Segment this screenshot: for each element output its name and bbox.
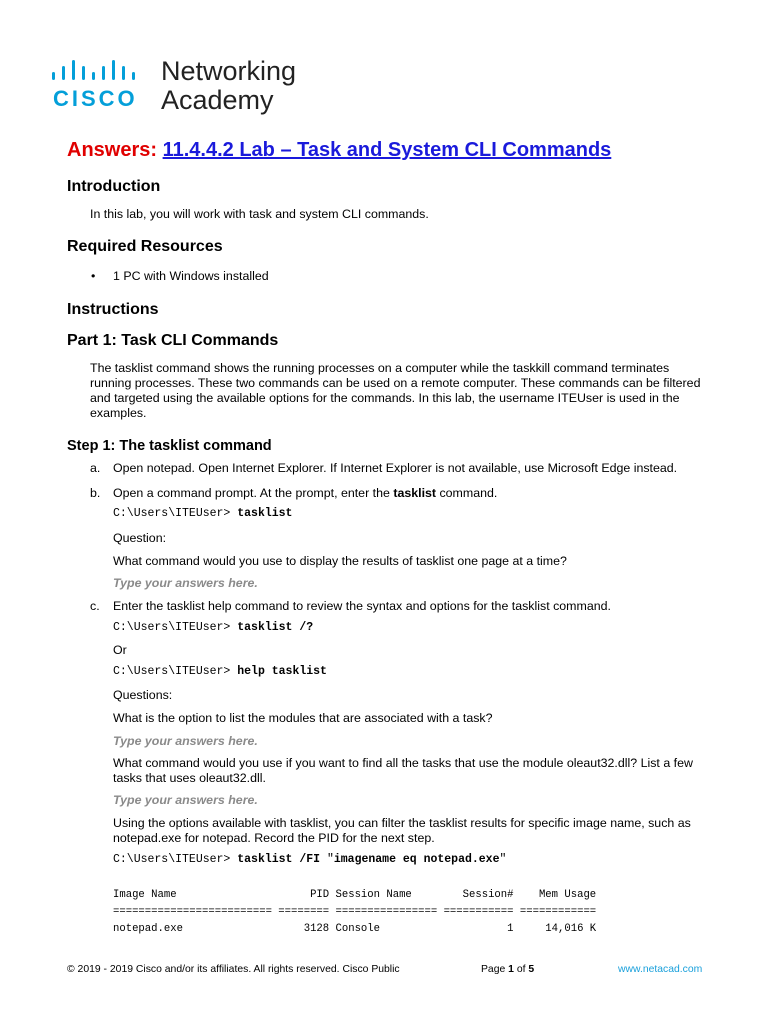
footer-page-of: of <box>513 964 529 975</box>
code-command: tasklist /? <box>237 621 314 634</box>
code-quote: " <box>499 853 507 866</box>
logo-academy: Academy <box>161 85 274 115</box>
item-b-text <box>113 486 705 501</box>
footer-copyright: © 2019 - 2019 Cisco and/or its affiliates. All rights reserved. Cisco Public <box>67 964 400 975</box>
footer-page-label: Page <box>481 964 509 975</box>
item-c-text: Enter the tasklist help command to review the syntax and options for the tasklist command. <box>113 599 611 613</box>
heading-instructions: Instructions <box>67 301 159 318</box>
footer-site-link[interactable]: www.netacad.com <box>618 964 703 975</box>
heading-part1: Part 1: Task CLI Commands <box>67 332 279 349</box>
item-a-marker: a. <box>90 461 101 475</box>
tasklist-output-header: Image Name PID Session Name Session# Mem Usage <box>113 889 597 901</box>
code-command: help tasklist <box>237 665 327 678</box>
code-prompt: C:\Users\ITEUser> <box>113 665 238 678</box>
item-b-text-bold: tasklist <box>393 486 437 500</box>
question-label: Question: <box>113 531 167 545</box>
answer-placeholder-2[interactable]: Type your answers here. <box>113 734 258 748</box>
title-link[interactable]: 11.4.4.2 Lab – Task and System CLI Commands <box>162 139 612 161</box>
question-2: What is the option to list the modules that are associated with a task? <box>113 711 493 725</box>
tasklist-output-row: notepad.exe 3128 Console 1 14,016 K <box>113 923 597 935</box>
item-c-marker: c. <box>90 599 100 613</box>
code-prompt: C:\Users\ITEUser> <box>113 621 238 634</box>
heading-required-resources: Required Resources <box>67 238 223 255</box>
footer-page-number <box>481 964 534 975</box>
questions-label: Questions: <box>113 688 173 702</box>
answer-placeholder-1[interactable]: Type your answers here. <box>113 576 258 590</box>
code-tasklist <box>113 507 292 520</box>
tasklist-output-rule: ========================= ======== ================ =========== ============ <box>113 906 597 918</box>
answer-placeholder-3[interactable]: Type your answers here. <box>113 793 258 807</box>
bullet-icon: • <box>91 269 96 283</box>
code-tasklist-help <box>113 621 313 634</box>
intro-text: In this lab, you will work with task and system CLI commands. <box>90 207 429 221</box>
heading-step1: Step 1: The tasklist command <box>67 438 272 454</box>
footer-page-total: 5 <box>528 964 535 975</box>
code-command: tasklist /FI <box>237 853 327 866</box>
code-tasklist-filter <box>113 853 506 866</box>
question-1: What command would you use to display the results of tasklist one page at a time? <box>113 554 567 568</box>
cisco-wordmark: CISCO <box>53 86 138 111</box>
question-3: What command would you use if you want to find all the tasks that use the module oleaut32.dll? List a few tasks that uses oleaut32.dll. <box>113 756 693 785</box>
or-label: Or <box>113 643 127 657</box>
code-prompt: C:\Users\ITEUser> <box>113 507 238 520</box>
item-b-marker: b. <box>90 486 101 500</box>
code-quote: " <box>326 853 334 866</box>
item-a-text: Open notepad. Open Internet Explorer. If Internet Explorer is not available, use Microsoft Edge instead. <box>113 461 678 475</box>
cisco-bars-icon <box>51 60 147 84</box>
part1-text: The tasklist command shows the running processes on a computer while the taskkill command terminates running processes. These two commands can be used on a remote computer. These commands can be filtered and targeted using the available options for the commands. In this lab, the username ITEUser is used in the examples. <box>90 361 701 420</box>
page-title <box>67 139 611 162</box>
heading-introduction: Introduction <box>67 178 161 195</box>
code-command: tasklist <box>237 507 293 520</box>
filter-text: Using the options available with tasklist, you can filter the tasklist results for specific image name, such as notepad.exe for notepad. Record the PID for the next step. <box>113 816 691 845</box>
item-b-text-before: Open a command prompt. At the prompt, enter the <box>113 486 394 500</box>
logo-networking: Networking <box>161 56 297 86</box>
footer-page-current: 1 <box>508 964 514 975</box>
code-filter-arg: imagename eq notepad.exe <box>333 853 500 866</box>
code-prompt: C:\Users\ITEUser> <box>113 853 238 866</box>
resource-item: 1 PC with Windows installed <box>113 269 269 283</box>
title-prefix: Answers: <box>67 139 158 161</box>
code-help-tasklist <box>113 665 327 678</box>
item-b-text-after: command. <box>436 486 498 500</box>
